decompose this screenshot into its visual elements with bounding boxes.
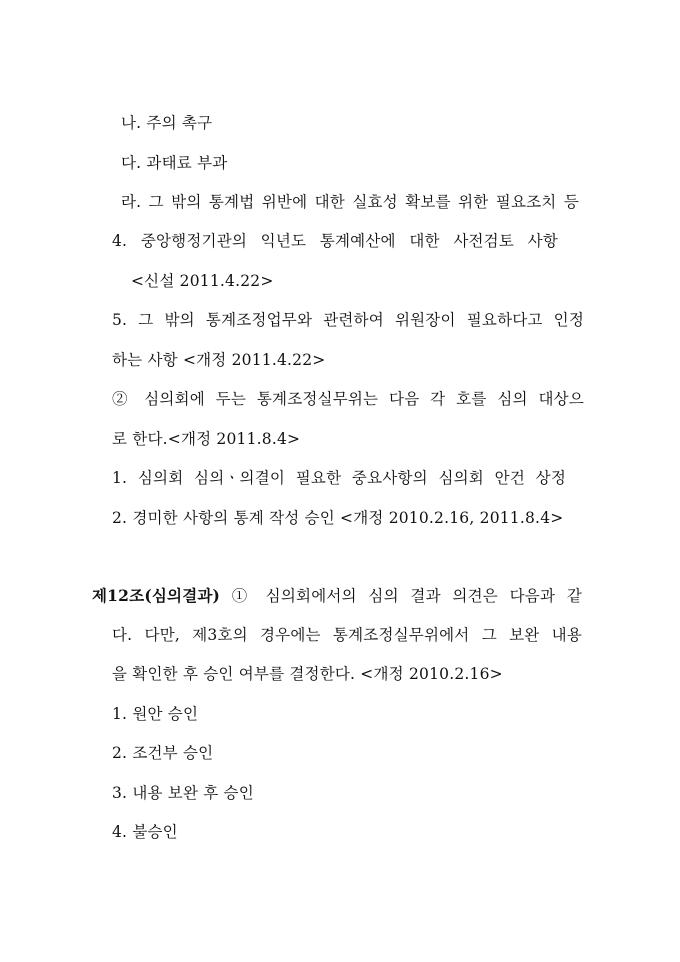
article-12-line1 [92,586,582,606]
item-na: 나. 주의 촉구 [121,114,213,132]
item-ra: 라. 그 밖의 통계법 위반에 대한 실효성 확보를 위한 필요조치 등 [121,193,579,211]
article-12-line2: 다. 다만, 제3호의 경우에는 통계조정실무위에서 그 보완 내용 [112,626,582,644]
article-12-option-3: 3. 내용 보완 후 승인 [112,784,254,802]
paragraph-2-sub2: 2. 경미한 사항의 통계 작성 승인 <개정 2010.2.16, 2011.8.4> [112,509,564,527]
paragraph-2-line2: 로 한다.<개정 2011.8.4> [112,430,301,448]
item-5-line1: 5. 그 밖의 통계조정업무와 관련하여 위원장이 필요하다고 인정 [112,311,584,329]
paragraph-2-line1: ② 심의회에 두는 통계조정실무위는 다음 각 호를 심의 대상으 [112,390,584,408]
paragraph-2-sub1: 1. 심의회 심의ㆍ의결이 필요한 중요사항의 심의회 안건 상정 [112,469,566,487]
item-da: 다. 과태료 부과 [121,154,228,172]
article-12-option-4: 4. 불승인 [112,823,178,841]
item-5-line2: 하는 사항 <개정 2011.4.22> [112,351,326,369]
item-4-note: <신설 2011.4.22> [131,272,274,290]
article-12-line1-text: ① 심의회에서의 심의 결과 의견은 다음과 같 [220,587,582,605]
article-12-line3: 을 확인한 후 승인 여부를 결정한다. <개정 2010.2.16> [112,665,503,683]
item-4: 4. 중앙행정기관의 익년도 통계예산에 대한 사전검토 사항 [112,232,558,250]
article-12-heading: 제12조(심의결과) [92,586,221,605]
article-12-option-1: 1. 원안 승인 [112,705,199,723]
article-12-option-2: 2. 조건부 승인 [112,744,214,762]
